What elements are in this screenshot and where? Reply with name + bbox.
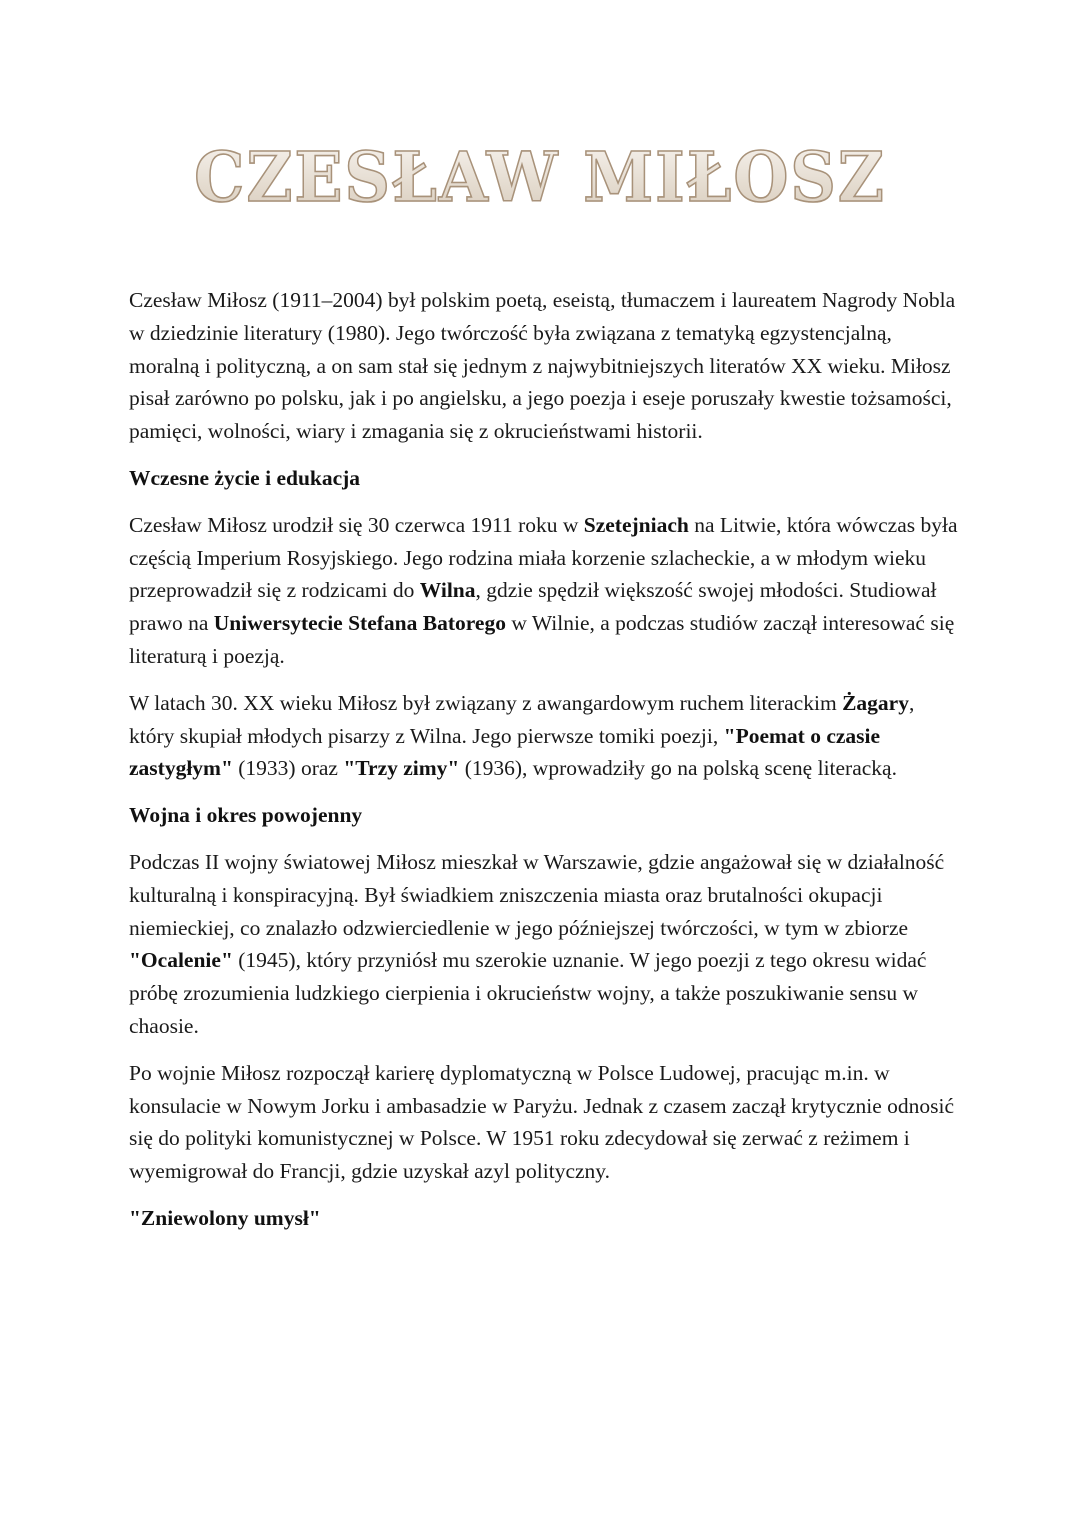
document-body	[129, 284, 959, 1249]
bold-university: Uniwersytecie Stefana Batorego	[213, 611, 506, 636]
text-run: w Wilnie, a podczas studiów zaczął interesować się literaturą i poezją.	[129, 611, 955, 668]
early-life-paragraph-2	[129, 687, 959, 785]
text-run: (1936), wprowadziły go na polską scenę literacką.	[459, 756, 897, 781]
early-life-paragraph-1	[129, 509, 959, 673]
bold-book-poemat: "Poemat o czasie zastygłym"	[129, 723, 881, 781]
bold-place-wilno: Wilna	[419, 578, 476, 603]
text-run: na Litwie, która wówczas była częścią Imperium Rosyjskiego. Jego rodzina miała korzenie szlacheckie, a w młodym wieku przeprowadził się z rodzicami do	[129, 512, 958, 603]
section-heading-captive-mind: "Zniewolony umysł"	[129, 1205, 321, 1230]
bold-group-zagary: Żagary	[842, 690, 909, 715]
page-title: CZESŁAW MIŁOSZ	[38, 138, 1042, 218]
text-run: (1945), który przyniósł mu szerokie uznanie. W jego poezji z tego okresu widać próbę zrozumienia ludzkiego cierpienia i okrucieństw wojny, a także poszukiwanie sensu w chaosie.	[129, 948, 927, 1038]
section-heading-war: Wojna i okres powojenny	[129, 803, 363, 828]
text-run: (1933) oraz	[232, 756, 344, 781]
text-run: Podczas II wojny światowej Miłosz mieszkał w Warszawie, gdzie angażował się w działalność kulturalną i konspiracyjną. Był świadkiem zniszczenia miasta oraz brutalności okupacji niemieckiej, co znalazło odzwierciedlenie w jego późniejszej twórczości, w tym w zbiorze	[129, 849, 945, 940]
text-run: W latach 30. XX wieku Miłosz był związany z awangardowym ruchem literackim	[129, 690, 843, 715]
text-run: , gdzie spędził większość swojej młodości. Studiował prawo na	[129, 578, 937, 636]
text-run: Czesław Miłosz urodził się 30 czerwca 1911 roku w	[129, 512, 584, 537]
intro-paragraph: Czesław Miłosz (1911–2004) był polskim poetą, eseistą, tłumaczem i laureatem Nagrody Nobla w dziedzinie literatury (1980). Jego twórczość była związana z tematyką egzystencjalną, moralną i polityczną, a on sam stał się jednym z najwybitniejszych literatów XX wieku. Miłosz pisał zarówno po polsku, jak i po angielsku, a jego poezja i eseje poruszały kwestie tożsamości, pamięci, wolności, wiary i zmagania się z okrucieństwami historii.	[129, 288, 956, 444]
section-heading-early-life: Wczesne życie i edukacja	[129, 465, 361, 490]
bold-book-trzy-zimy: "Trzy zimy"	[343, 756, 460, 781]
bold-book-ocalenie: "Ocalenie"	[129, 948, 233, 973]
war-paragraph-1	[129, 846, 959, 1043]
war-paragraph-2: Po wojnie Miłosz rozpoczął karierę dyplomatyczną w Polsce Ludowej, pracując m.in. w konsulacie w Nowym Jorku i ambasadzie w Paryżu. Jednak z czasem zaczął krytycznie odnosić się do polityki komunistycznej w Polsce. W 1951 roku zdecydował się zerwać z reżimem i wyemigrował do Francji, gdzie uzyskał azyl polityczny.	[129, 1060, 955, 1184]
bold-place-szetejnie: Szetejniach	[583, 512, 689, 537]
text-run: , który skupiał młodych pisarzy z Wilna. Jego pierwsze tomiki poezji,	[129, 690, 915, 748]
